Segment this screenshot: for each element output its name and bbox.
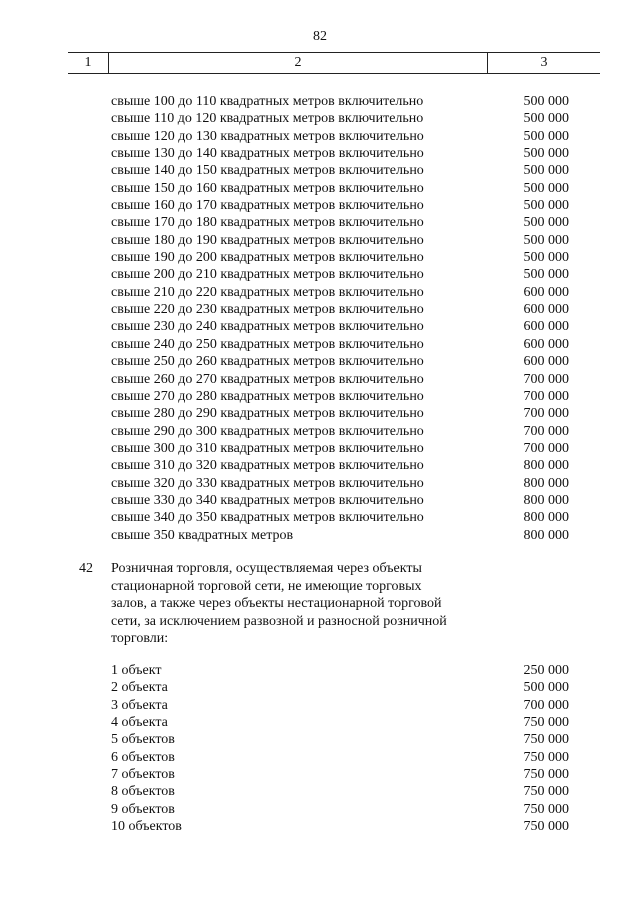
row-value: 700 000: [523, 371, 569, 387]
row-label: 7 объектов: [111, 767, 175, 783]
row-value: 500 000: [523, 94, 569, 109]
table-row: [0, 440, 640, 457]
row-label: свыше 200 до 210 квадратных метров включительно: [111, 267, 424, 283]
row-value: 500 000: [523, 111, 569, 127]
table-row: [0, 214, 640, 231]
table-row: [0, 180, 640, 197]
row-label: свыше 320 до 330 квадратных метров включительно: [111, 475, 424, 491]
table-row: [0, 197, 640, 214]
row-label: 3 объекта: [111, 697, 168, 713]
row-label: свыше 180 до 190 квадратных метров включительно: [111, 232, 424, 248]
row-label: свыше 210 до 220 квадратных метров включительно: [111, 284, 424, 300]
row-label: свыше 130 до 140 квадратных метров включительно: [111, 146, 424, 162]
row-label: 6 объектов: [111, 749, 175, 765]
table-row: [0, 388, 640, 405]
row-label: 8 объектов: [111, 784, 175, 800]
row-label: 1 объект: [111, 663, 162, 678]
table-row: [0, 697, 640, 714]
row-label: свыше 310 до 320 квадратных метров включительно: [111, 458, 424, 474]
row-value: 750 000: [523, 819, 569, 835]
table-row: [0, 145, 640, 162]
row-value: 500 000: [523, 128, 569, 144]
table-row: [0, 336, 640, 353]
row-label: 4 объекта: [111, 715, 168, 731]
column-header-2: 2: [109, 53, 488, 73]
row-label: свыше 240 до 250 квадратных метров включительно: [111, 336, 424, 352]
row-label: свыше 150 до 160 квадратных метров включительно: [111, 180, 424, 196]
row-value: 600 000: [523, 336, 569, 352]
table-row: [0, 783, 640, 800]
row-label: 9 объектов: [111, 801, 175, 817]
table-row: [0, 766, 640, 783]
row-value: 600 000: [523, 354, 569, 370]
row-value: 750 000: [523, 715, 569, 731]
table-row: [0, 110, 640, 127]
section-number: 42: [79, 561, 93, 576]
row-value: 800 000: [523, 475, 569, 491]
row-value: 800 000: [523, 527, 569, 543]
row-value: 700 000: [523, 423, 569, 439]
row-label: свыше 110 до 120 квадратных метров включительно: [111, 111, 424, 127]
row-value: 500 000: [523, 215, 569, 231]
row-label: свыше 250 до 260 квадратных метров включительно: [111, 354, 424, 370]
row-value: 700 000: [523, 697, 569, 713]
row-value: 750 000: [523, 784, 569, 800]
row-value: 500 000: [523, 180, 569, 196]
row-value: 800 000: [523, 458, 569, 474]
table-row: [0, 232, 640, 249]
table-row: [0, 371, 640, 388]
row-label: свыше 270 до 280 квадратных метров включительно: [111, 388, 424, 404]
row-value: 700 000: [523, 406, 569, 422]
column-header-3: 3: [540, 55, 548, 70]
row-label: свыше 330 до 340 квадратных метров включительно: [111, 492, 424, 508]
table-row: [0, 162, 640, 179]
row-value: 500 000: [523, 250, 569, 266]
table-row: [0, 492, 640, 509]
table-row: [0, 405, 640, 422]
row-label: свыше 340 до 350 квадратных метров включительно: [111, 510, 424, 526]
table-row: [0, 509, 640, 526]
row-value: 600 000: [523, 284, 569, 300]
table-row: [0, 353, 640, 370]
table-row: [0, 801, 640, 818]
row-label: свыше 260 до 270 квадратных метров включительно: [111, 371, 424, 387]
table-row: [0, 731, 640, 748]
column-header-1: 1: [68, 53, 109, 73]
table-row: [0, 527, 640, 544]
row-label: свыше 290 до 300 квадратных метров включительно: [111, 423, 424, 439]
table-row: [0, 679, 640, 696]
table-row: [0, 475, 640, 492]
area-rate-list: [0, 93, 640, 544]
row-value: 800 000: [523, 510, 569, 526]
row-label: свыше 160 до 170 квадратных метров включительно: [111, 198, 424, 214]
section-description-line: стационарной торговой сети, не имеющие торговых: [111, 578, 422, 594]
table-row: [0, 818, 640, 835]
object-rate-list: [0, 662, 640, 835]
row-value: 600 000: [523, 319, 569, 335]
row-label: 2 объекта: [111, 680, 168, 696]
row-value: 500 000: [523, 680, 569, 696]
table-row: [0, 423, 640, 440]
row-value: 600 000: [523, 302, 569, 318]
table-row: [0, 662, 640, 679]
row-label: свыше 170 до 180 квадратных метров включительно: [111, 215, 424, 231]
row-value: 500 000: [523, 232, 569, 248]
row-value: 750 000: [523, 749, 569, 765]
section-description-line: залов, а также через объекты нестационарной торговой: [111, 596, 442, 611]
row-label: свыше 100 до 110 квадратных метров включительно: [111, 94, 424, 109]
table-row: [0, 93, 640, 110]
section-description-line: сети, за исключением развозной и разносной розничной: [111, 613, 447, 629]
table-row: [0, 749, 640, 766]
row-value: 700 000: [523, 388, 569, 404]
row-label: свыше 230 до 240 квадратных метров включительно: [111, 319, 424, 335]
row-value: 500 000: [523, 267, 569, 283]
row-value: 250 000: [523, 663, 569, 678]
row-label: свыше 280 до 290 квадратных метров включительно: [111, 406, 424, 422]
table-row: [0, 714, 640, 731]
row-value: 750 000: [523, 801, 569, 817]
page-number: 82: [313, 29, 327, 44]
row-value: 750 000: [523, 732, 569, 748]
row-label: свыше 140 до 150 квадратных метров включительно: [111, 163, 424, 179]
row-value: 800 000: [523, 492, 569, 508]
section-description: [111, 560, 481, 648]
row-value: 700 000: [523, 440, 569, 456]
table-row: [0, 457, 640, 474]
table-row: [0, 266, 640, 283]
row-label: свыше 120 до 130 квадратных метров включительно: [111, 128, 424, 144]
table-row: [0, 318, 640, 335]
table-header: [68, 52, 600, 74]
section-description-line: Розничная торговля, осуществляемая через объекты: [111, 561, 422, 576]
row-label: свыше 190 до 200 квадратных метров включительно: [111, 250, 424, 266]
row-label: свыше 220 до 230 квадратных метров включительно: [111, 302, 424, 318]
row-value: 500 000: [523, 146, 569, 162]
row-value: 500 000: [523, 198, 569, 214]
table-row: [0, 301, 640, 318]
row-label: 10 объектов: [111, 819, 182, 835]
section-description-line: торговли:: [111, 631, 169, 646]
row-label: свыше 350 квадратных метров: [111, 527, 294, 543]
row-value: 500 000: [523, 163, 569, 179]
table-row: [0, 284, 640, 301]
row-label: 5 объектов: [111, 732, 175, 748]
row-value: 750 000: [523, 767, 569, 783]
table-row: [0, 249, 640, 266]
table-row: [0, 128, 640, 145]
row-label: свыше 300 до 310 квадратных метров включительно: [111, 440, 424, 456]
